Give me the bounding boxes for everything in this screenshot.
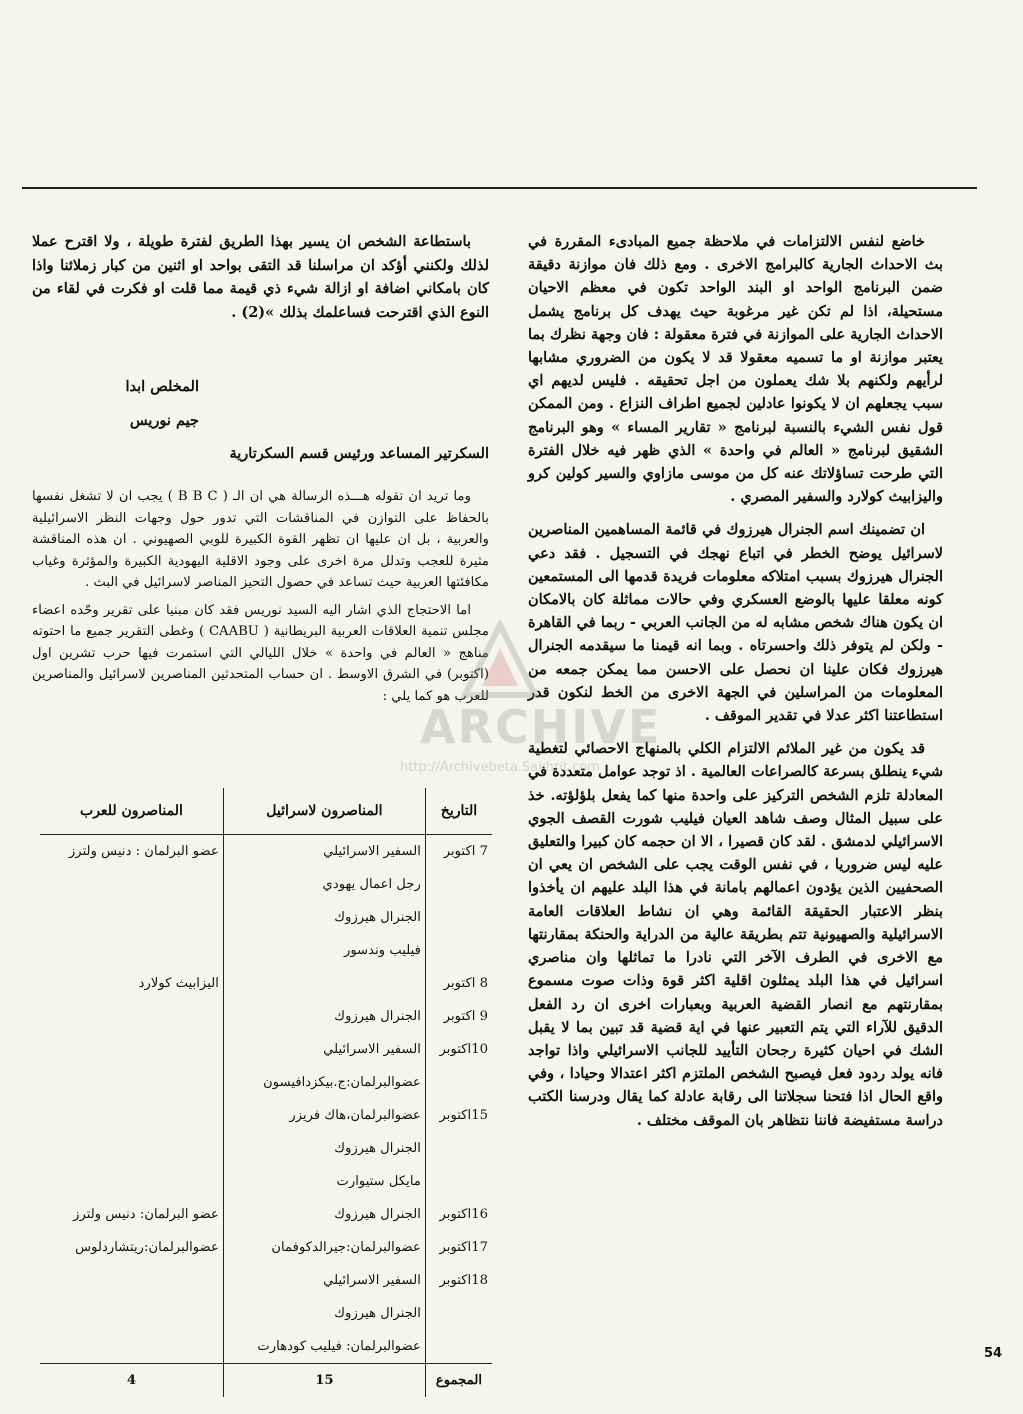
left-body-paragraph: وما تريد ان تقوله هـــذه الرسالة هي ان الـ ( B B C ) يجب ان لا تشغل نفسها بالحفاظ على التوازن في المناقشات التي تدور حول وجهات النظر الاسرائيلية والعربية ، بل ان عليها ان تظهر القوة الكبيرة للوبي الصهيوني . ان هذه المناقشة مثيرة للعجب وتدلل مرة اخرى على وجود الاقلية اليهودية الكبيرة والمؤثرة وغياب مكافئتها العربية حيث تساعد في حصول التحيز المناصر لاسرائيل في البث .: [32, 489, 489, 590]
cell-pro-arab: [40, 1297, 223, 1330]
cell-date: [425, 1297, 492, 1330]
table-row: [40, 901, 492, 934]
cell-pro-israel: عضوالبرلمان:جيرالدكوفمان: [223, 1231, 425, 1264]
header-pro-israel: المناصرون لاسرائيل: [223, 788, 425, 835]
table-total-row: [40, 1364, 492, 1398]
left-column-body: [32, 486, 489, 713]
cell-date: 16اكتوبر: [425, 1198, 492, 1231]
cell-pro-arab: [40, 1264, 223, 1297]
cell-date: 15اكتوبر: [425, 1099, 492, 1132]
cell-pro-arab: [40, 934, 223, 967]
cell-pro-arab: [40, 901, 223, 934]
page-number: 54: [984, 1346, 1003, 1361]
table-row: [40, 1000, 492, 1033]
cell-pro-israel: عضوالبرلمان: فيليب كودهارت: [223, 1330, 425, 1364]
cell-date: [425, 1066, 492, 1099]
cell-date: [425, 901, 492, 934]
table-row: [40, 1198, 492, 1231]
header-pro-arab: المناصرون للعرب: [40, 788, 223, 835]
cell-pro-israel: الجنرال هيرزوك: [223, 1132, 425, 1165]
right-column: [528, 230, 943, 1142]
cell-date: 7 اكتوبر: [425, 835, 492, 869]
cell-date: 8 اكتوبر: [425, 967, 492, 1000]
cell-pro-arab: [40, 1066, 223, 1099]
header-date: التاريخ: [425, 788, 492, 835]
cell-date: [425, 934, 492, 967]
cell-pro-arab: [40, 1033, 223, 1066]
speakers-table: [40, 788, 492, 1397]
table-row: [40, 1231, 492, 1264]
table-row: [40, 1165, 492, 1198]
cell-pro-israel: الجنرال هيرزوك: [223, 901, 425, 934]
cell-date: 9 اكتوبر: [425, 1000, 492, 1033]
cell-pro-israel: عضوالبرلمان:ج.بيكزدافيسون: [223, 1066, 425, 1099]
left-top-paragraph: باستطاعة الشخص ان يسير بهذا الطريق لفترة طويلة ، ولا اقترح عملا لذلك ولكنني أؤكد ان مراسلنا قد التقى بواحد او اثنين من كبار زملائنا واذا كان بامكاني اضافة او ازالة شيء ذي قيمة مما قلت او فكرت في لقاء من النوع الذي اقترحت فساعلمك بذلك »(2) .: [32, 233, 489, 321]
cell-pro-israel: [223, 967, 425, 1000]
cell-pro-israel: رجل اعمال يهودي: [223, 868, 425, 901]
signature-title: السكرتير المساعد ورئيس قسم السكرتارية: [229, 445, 489, 462]
total-pro-arab: 4: [40, 1364, 223, 1398]
table-row: [40, 1264, 492, 1297]
table-row: [40, 1099, 492, 1132]
table-row: [40, 967, 492, 1000]
signature-closing: المخلص ابدا: [125, 378, 199, 395]
cell-date: 10اكتوبر: [425, 1033, 492, 1066]
cell-pro-arab: [40, 868, 223, 901]
cell-pro-israel: الجنرال هيرزوك: [223, 1000, 425, 1033]
cell-pro-arab: [40, 1165, 223, 1198]
cell-pro-arab: عضوالبرلمان:ريتشاردلوس: [75, 1240, 219, 1255]
table-row: [40, 1132, 492, 1165]
watermark-text: ARCHIVE: [420, 700, 662, 754]
cell-pro-israel: مايكل ستيوارت: [223, 1165, 425, 1198]
table-row: [40, 1066, 492, 1099]
table-row: [40, 1297, 492, 1330]
table-row: [40, 1330, 492, 1364]
cell-pro-arab: [40, 1132, 223, 1165]
cell-pro-israel: السفير الاسرائيلي: [223, 1264, 425, 1297]
total-label: المجموع: [425, 1364, 492, 1398]
right-paragraph: قد يكون من غير الملائم الالتزام الكلي بالمنهاج الاحصائي لتغطية شيء ينطلق بسرعة كالصراعات العالمية . اذ توجد عوامل متعددة في المعادلة تلزم الشخص التركيز على واحدة منها كما يفعل بلؤلؤته. خذ على سبيل المثال وصف شاهد العيان فيليب شورت القصف الجوي الاسرائيلي لدمشق . لقد كان قصيرا ، الا ان حجمه كان كبيرا والتعليق عليه ليس ضروريا ، في نفس الوقت يجب على الشخص ان يعي ان الصحفيين الذين يؤدون اعمالهم بامانة في هذا البلد عليهم ان يأخذوا بنظر الاعتبار الحقيقة القائمة وهي ان نشاط العلاقات العامة الاسرائيلية والصهيونية تتم بطريقة عالية من الدراية والحنكة بمقارنتها مع الاخرى في الطرف الآخر التي نادرا ما تماثلها وان مناصري اسرائيل في هذا البلد يمثلون اقلية اكثر قوة وذات صوت مسموع بمقارنتهم مع انصار القضية العربية وبعبارات اخرى ان رد الفعل الدقيق للآراء التي يتم التعبير عنها في اية قضية قد تبين بما لا يقبل الشك في احيان كثيرة رجحان التأييد للجانب الاسرائيلي واذا تواجد فانه يولد ردود فعل فيصبح الشخص الملتزم اكثر اعتدالا وحيادا ، وفي واقع الحال اذا فتحنا سجلاتنا الى رقابة عادلة كما يقال ودرسنا الكتب دراسة مستفيضة فاننا نتظاهر بان الموقف مختلف .: [528, 740, 943, 1129]
left-column-top: [32, 230, 489, 324]
cell-date: [425, 1165, 492, 1198]
signature-name: جيم نوريس: [129, 412, 199, 429]
right-paragraph: خاضع لنفس الالتزامات في ملاحظة جميع المبادىء المقررة في بث الاحداث الجارية كالبرامج الاخرى . ومع ذلك فان موازنة دقيقة ضمن البرنامج الواحد او البند الواحد تكون في معظم الاحيان مستحيلة، اذا لم تكن غير مرغوبة حيث يهدف كل برنامج يشمل الاحداث الجارية على الموازنة في فترة معقولة : فان وجهة نظرك بما يعتبر موازنة او ما تسميه معقولا قد لا يكون من الضروري مشابها لرأيهم ولكنهم بلا شك يعملون من اجل تحقيقه . فليس لديهم اي سبب يجعلهم ان لا يكونوا عادلين لجميع اطراف النزاع . ومن الممكن قول نفس الشيء بالنسبة لبرنامج « تقارير المساء » وهو البرنامج الشقيق لبرنامج « العالم في واحدة » الذي ظهر فيه خلال الفترة التي طرحت تساؤلاتك عنه كل من موسى مازاوي والسير كولين كرو واليزابيث كولارد والسفير المصري .: [528, 233, 943, 506]
cell-pro-israel: الجنرال هيرزوك: [223, 1198, 425, 1231]
cell-pro-arab: [40, 1000, 223, 1033]
left-body-paragraph: اما الاحتجاج الذي اشار اليه السيد نوريس فقد كان مبنيا على تقرير وحّده اعضاء مجلس تنمية العلاقات العربية البريطانية ( CAABU ) وغطى التقرير جميع ما احتوته مناهج « العالم في واحدة » خلال الليالي التي استمرت فيها حرب تشرين اول (اكتوبر) في الشرق الاوسط . ان حساب المتحدثين المناصرين لاسرائيل والمناصرين للعرب هو كما يلي :: [32, 602, 489, 704]
right-paragraph: ان تضمينك اسم الجنرال هيرزوك في قائمة المساهمين المناصرين لاسرائيل يوضح الخطر في اتباع نهجك في التسجيل . فقد دعي الجنرال هيرزوك بسبب امتلاكه معلومات فريدة قدمها الى المستمعين كونه معلقا عليها بالوضع العسكري وفي حالات مماثلة كان بالامكان ان يكون هناك شخص مشابه له من الجانب العربي - ربما في القاهرة - ولكن لم يتوفر ذلك واحسرتاه . وبما انه قيمنا ما سيقدمه الجنرال هيرزوك فكان علينا ان نحصل على الاحسن مما يمكن جمعه من المعلومات من المراسلين في الجهة الاخرى من الخط لنكون قدر استطاعتنا اكثر عدلا في تقدير الموقف .: [528, 521, 943, 725]
watermark-url: http://Archivebeta.Sakhrit.com: [400, 760, 600, 775]
cell-pro-israel: السفير الاسرائيلي: [223, 835, 425, 869]
table-row: [40, 934, 492, 967]
cell-pro-arab: اليزابيث كولارد: [138, 976, 219, 991]
table-header-row: [40, 788, 492, 835]
cell-pro-arab: عضو البرلمان : دنيس ولترز: [68, 844, 219, 859]
cell-pro-israel: السفير الاسرائيلي: [223, 1033, 425, 1066]
cell-pro-arab: عضو البرلمان: دنيس ولترز: [73, 1207, 219, 1222]
cell-pro-arab: [40, 1099, 223, 1132]
total-pro-israel: 15: [223, 1364, 425, 1398]
cell-pro-israel: عضوالبرلمان،هاك فريزر: [223, 1099, 425, 1132]
cell-date: [425, 868, 492, 901]
table-row: [40, 1033, 492, 1066]
cell-date: [425, 1132, 492, 1165]
cell-date: [425, 1330, 492, 1364]
cell-pro-israel: فيليب وندسور: [223, 934, 425, 967]
cell-date: 18اكتوبر: [425, 1264, 492, 1297]
table-row: [40, 835, 492, 869]
cell-date: 17اكتوبر: [425, 1231, 492, 1264]
table-row: [40, 868, 492, 901]
cell-pro-israel: الجنرال هيرزوك: [223, 1297, 425, 1330]
top-rule: [22, 187, 977, 189]
cell-pro-arab: [40, 1330, 223, 1364]
